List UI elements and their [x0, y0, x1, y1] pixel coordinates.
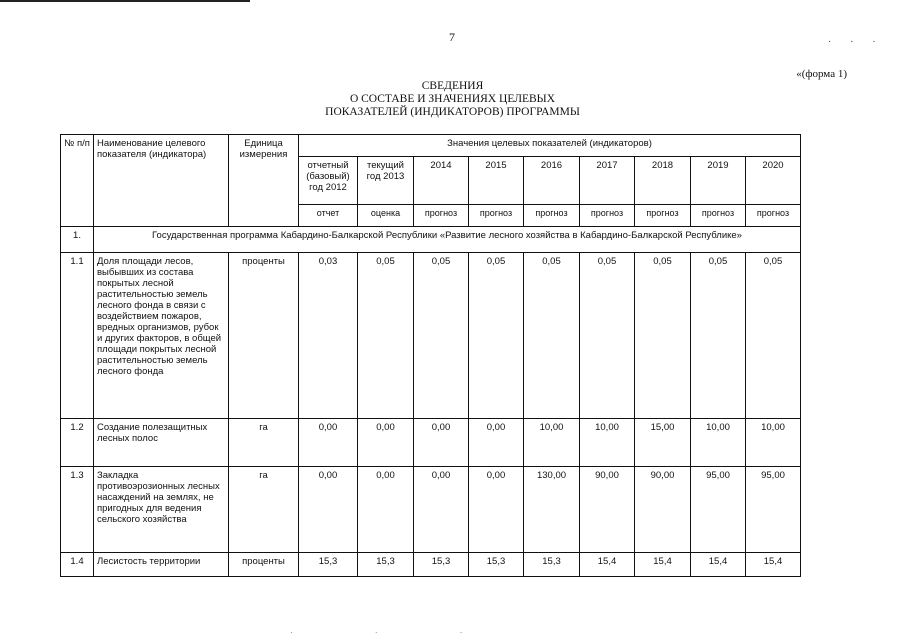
row-value: 0,00 — [414, 419, 469, 467]
row-unit: проценты — [229, 253, 299, 419]
header-type: прогноз — [580, 205, 635, 227]
table-row — [61, 467, 801, 553]
scan-edge-line — [0, 0, 250, 2]
indicators-table — [60, 134, 801, 577]
row-value: 0,05 — [580, 253, 635, 419]
row-value: 10,00 — [524, 419, 580, 467]
row-value: 10,00 — [691, 419, 746, 467]
table-row — [61, 553, 801, 577]
scan-dots: · · · — [828, 36, 884, 47]
row-name: Доля площади лесов, выбывших из состава покрытых лесной растительностью земель лесного фонда в связи с воздействием пожаров, вредных организмов, рубок и других факторов, в общей площади покрытых лесной растительностью земель лесного фонда — [94, 253, 229, 419]
table-row — [61, 253, 801, 419]
heading-line-3: ПОКАЗАТЕЛЕЙ (ИНДИКАТОРОВ) ПРОГРАММЫ — [325, 106, 580, 118]
header-year: 2019 — [691, 157, 746, 205]
program-row — [61, 227, 801, 253]
form-label: «(форма 1) — [796, 68, 847, 80]
header-type: прогноз — [635, 205, 691, 227]
table-row — [61, 419, 801, 467]
row-value: 15,4 — [691, 553, 746, 577]
row-value: 15,3 — [414, 553, 469, 577]
row-value: 0,05 — [524, 253, 580, 419]
header-year: 2015 — [469, 157, 524, 205]
row-value: 0,00 — [358, 419, 414, 467]
header-type: отчет — [299, 205, 358, 227]
row-value: 15,3 — [299, 553, 358, 577]
header-year: 2017 — [580, 157, 635, 205]
heading-line-1: СВЕДЕНИЯ — [421, 80, 484, 92]
row-value: 15,4 — [635, 553, 691, 577]
row-value: 0,05 — [691, 253, 746, 419]
header-row-1 — [61, 135, 801, 157]
row-value: 0,05 — [635, 253, 691, 419]
row-value: 0,00 — [299, 419, 358, 467]
row-name: Закладка противоэрозионных лесных насаждений на землях, не пригодных для ведения сельского хозяйства — [94, 467, 229, 553]
row-value: 0,05 — [358, 253, 414, 419]
header-type: оценка — [358, 205, 414, 227]
row-value: 0,00 — [469, 467, 524, 553]
row-value: 15,3 — [524, 553, 580, 577]
header-type: прогноз — [524, 205, 580, 227]
header-year: текущий год 2013 — [358, 157, 414, 205]
row-value: 0,05 — [746, 253, 801, 419]
header-year: 2014 — [414, 157, 469, 205]
scan-bottom-marks: · · · — [290, 628, 503, 637]
row-value: 0,00 — [469, 419, 524, 467]
program-title: Государственная программа Кабардино-Балкарской Республики «Развитие лесного хозяйства в Кабардино-Балкарской Республике» — [94, 227, 801, 253]
program-num: 1. — [61, 227, 94, 253]
row-value: 0,05 — [469, 253, 524, 419]
header-values: Значения целевых показателей (индикаторов) — [299, 135, 801, 157]
row-value: 90,00 — [635, 467, 691, 553]
row-num: 1.2 — [61, 419, 94, 467]
row-value: 15,3 — [358, 553, 414, 577]
header-name: Наименование целевого показателя (индикатора) — [94, 135, 229, 227]
document-heading — [250, 80, 655, 119]
row-value: 90,00 — [580, 467, 635, 553]
row-name: Создание полезащитных лесных полос — [94, 419, 229, 467]
row-value: 15,00 — [635, 419, 691, 467]
page-number: 7 — [449, 30, 455, 44]
row-value: 0,03 — [299, 253, 358, 419]
row-unit: га — [229, 419, 299, 467]
header-year: 2020 — [746, 157, 801, 205]
row-value: 0,00 — [358, 467, 414, 553]
row-num: 1.3 — [61, 467, 94, 553]
row-value: 10,00 — [580, 419, 635, 467]
row-value: 0,00 — [414, 467, 469, 553]
row-value: 15,4 — [746, 553, 801, 577]
row-value: 15,4 — [580, 553, 635, 577]
row-name: Лесистость территории — [94, 553, 229, 577]
row-num: 1.1 — [61, 253, 94, 419]
row-value: 15,3 — [469, 553, 524, 577]
header-type: прогноз — [746, 205, 801, 227]
row-value: 130,00 — [524, 467, 580, 553]
header-unit: Единица измерения — [229, 135, 299, 227]
header-year: 2018 — [635, 157, 691, 205]
header-type: прогноз — [414, 205, 469, 227]
header-type: прогноз — [691, 205, 746, 227]
header-type: прогноз — [469, 205, 524, 227]
row-num: 1.4 — [61, 553, 94, 577]
row-value: 95,00 — [691, 467, 746, 553]
row-unit: га — [229, 467, 299, 553]
row-value: 0,05 — [414, 253, 469, 419]
row-value: 0,00 — [299, 467, 358, 553]
header-year: отчетный (базовый) год 2012 — [299, 157, 358, 205]
row-unit: проценты — [229, 553, 299, 577]
row-value: 10,00 — [746, 419, 801, 467]
header-num: № п/п — [61, 135, 94, 227]
heading-line-2: О СОСТАВЕ И ЗНАЧЕНИЯХ ЦЕЛЕВЫХ — [349, 93, 556, 105]
header-year: 2016 — [524, 157, 580, 205]
row-value: 95,00 — [746, 467, 801, 553]
